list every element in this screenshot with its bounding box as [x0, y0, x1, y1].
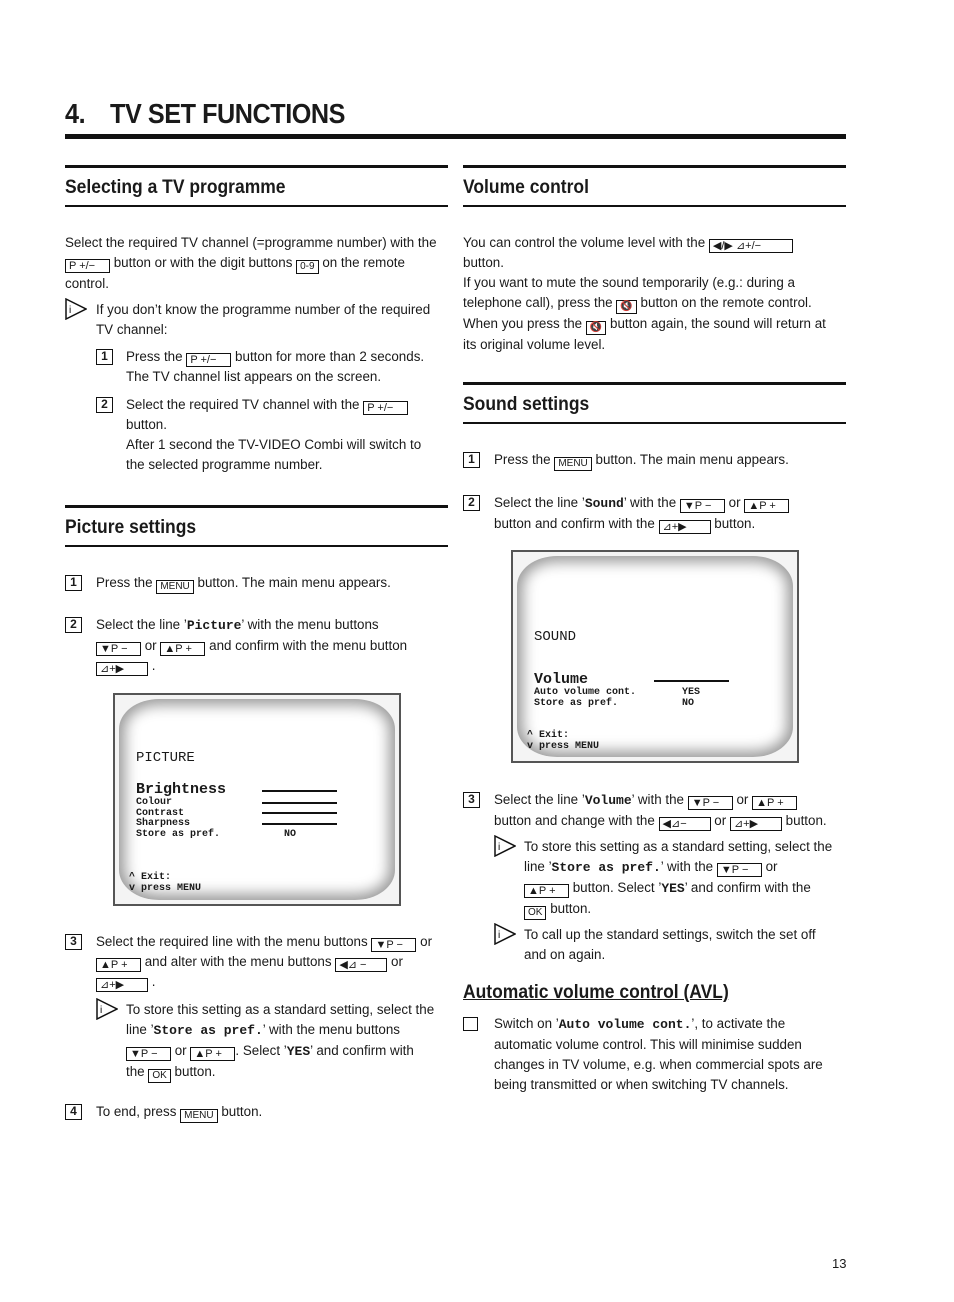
screen-line: Store as pref.	[136, 829, 221, 840]
p-minus-key: ▼P −	[126, 1047, 171, 1061]
text-fragment: To end, press	[96, 1104, 177, 1119]
text-fragment: Select the line ’	[96, 617, 187, 632]
text-fragment: or	[174, 1043, 187, 1058]
p-minus-key: ▼P −	[371, 938, 416, 952]
screen-exit: v press MENU	[527, 741, 600, 752]
text-fragment: .	[151, 974, 156, 989]
picture-step4	[96, 1102, 448, 1123]
ok-key: OK	[148, 1069, 170, 1083]
digit-key: 0-9	[296, 260, 318, 274]
screen-line: Auto volume cont.	[534, 687, 637, 698]
text-fragment: ’ and confirm with	[310, 1043, 414, 1058]
menu-key: MENU	[180, 1109, 217, 1123]
text-fragment: Switch on ’	[494, 1016, 559, 1031]
screen-line: Contrast	[136, 808, 185, 819]
selecting-step1	[126, 347, 448, 387]
level-bar	[262, 812, 337, 814]
picture-step2	[96, 615, 448, 676]
screen-exit: v press MENU	[129, 883, 202, 894]
info-icon	[494, 923, 516, 945]
text-line: button.	[463, 255, 504, 270]
yes-code: YES	[286, 1044, 311, 1059]
text-fragment: or	[765, 859, 778, 874]
text-line: Select the required TV channel (=programme number) with the	[65, 235, 437, 250]
text-fragment: or	[144, 638, 157, 653]
screen-selected-line: Volume	[534, 671, 589, 688]
text-fragment: ’ with the	[623, 495, 677, 510]
level-bar	[262, 823, 337, 825]
text-fragment: telephone call), press the	[463, 295, 613, 310]
text-fragment: You can control the volume level with the	[463, 235, 706, 250]
level-bar	[262, 802, 337, 804]
text-line: button.	[126, 417, 167, 432]
p-minus-key: ▼P −	[680, 499, 725, 513]
menu-key: MENU	[156, 580, 193, 594]
vol-plus-key: ⊿+▶	[659, 520, 711, 534]
p-plus-key: ▲P +	[752, 796, 797, 810]
tv-screen-sound	[511, 550, 799, 763]
text-fragment: or	[714, 813, 727, 828]
avl-body	[494, 1014, 846, 1095]
volume-body	[463, 233, 846, 355]
screen-value: NO	[682, 698, 695, 709]
p-plus-minus-key: P +/−	[363, 401, 408, 415]
info-icon	[494, 835, 516, 857]
picture-info	[126, 1000, 448, 1083]
level-bar	[262, 790, 337, 792]
menu-line-code: Auto volume cont.	[558, 1017, 692, 1032]
text-fragment: .	[151, 658, 156, 673]
p-minus-key: ▼P −	[688, 796, 733, 810]
step-number-box: 1	[463, 452, 480, 468]
text-fragment: ’ with the menu buttons	[241, 617, 379, 632]
p-plus-minus-key: P +/−	[186, 353, 231, 367]
picture-step1	[96, 573, 448, 594]
text-fragment: button.	[550, 901, 592, 916]
vol-minus-key: ◀⊿−	[659, 817, 711, 831]
heading-text: Sound settings	[463, 394, 590, 415]
text-fragment: line ’	[126, 1022, 154, 1037]
sound-step3	[494, 790, 846, 831]
text-line: To store this setting as a standard setting, select the	[126, 1002, 435, 1017]
text-fragment: Press the	[96, 575, 153, 590]
selecting-intro	[65, 233, 448, 294]
svg-text:i: i	[498, 930, 501, 941]
text-line: If you want to mute the sound temporarily (e.g.: during a	[463, 275, 795, 290]
screen-value: YES	[682, 687, 701, 698]
text-fragment: ’ with the	[631, 792, 684, 807]
p-plus-key: ▲P +	[160, 642, 205, 656]
p-plus-key: ▲P +	[190, 1047, 235, 1061]
avl-heading: Automatic volume control (AVL)	[463, 982, 729, 1003]
text-fragment: ’, to activate the	[691, 1016, 786, 1031]
menu-line-code: Store as pref.	[153, 1023, 263, 1038]
step-number-box: 2	[463, 495, 480, 511]
text-fragment: ’ with the menu buttons	[262, 1022, 400, 1037]
screen-menu-title: SOUND	[534, 629, 577, 645]
vol-plus-key: ⊿+▶	[730, 817, 782, 831]
text-fragment: button for more than 2 seconds.	[235, 349, 425, 364]
menu-line-code: Sound	[584, 496, 624, 511]
sound-step2	[494, 493, 846, 534]
chapter-title: TV SET FUNCTIONS	[110, 98, 346, 129]
section-heading-selecting	[65, 165, 448, 207]
text-fragment: button.	[785, 813, 827, 828]
section-heading-sound	[463, 382, 846, 424]
text-fragment: button on the remote control.	[640, 295, 812, 310]
svg-text:i: i	[498, 842, 501, 853]
text-line: To call up the standard settings, switch the set off	[524, 927, 816, 942]
text-fragment: Select the line ’	[494, 495, 585, 510]
text-line: If you don’t know the programme number of the required	[96, 302, 431, 317]
text-fragment: When you press the	[463, 316, 583, 331]
text-fragment: button and change with the	[494, 813, 655, 828]
ok-key: OK	[524, 906, 546, 920]
right-column	[463, 0, 846, 1302]
text-fragment: ’ and confirm with the	[684, 880, 811, 895]
step-number-box: 2	[65, 617, 82, 633]
step-number-box: 4	[65, 1104, 82, 1120]
screen-value: NO	[284, 829, 297, 840]
heading-text: Picture settings	[65, 517, 197, 538]
text-fragment: button. The main menu appears.	[595, 452, 789, 467]
text-fragment: Select the line ’	[494, 792, 585, 807]
vol-plus-key: ⊿+▶	[96, 978, 148, 992]
text-line: After 1 second the TV-VIDEO Combi will switch to	[126, 437, 422, 452]
sound-info1	[524, 837, 846, 920]
svg-text:i: i	[100, 1005, 103, 1016]
p-plus-minus-key: P +/−	[65, 259, 110, 273]
text-fragment: ’ with the	[660, 859, 714, 874]
text-line: changes in TV volume, e.g. when commercial spots are	[494, 1057, 823, 1072]
text-fragment: or	[420, 934, 433, 949]
left-column	[65, 0, 448, 1302]
text-fragment: button again, the sound will return at	[610, 316, 826, 331]
selecting-info	[96, 300, 448, 340]
text-line: being transmitted or when switching TV channels.	[494, 1077, 789, 1092]
text-fragment: button. The main menu appears.	[197, 575, 391, 590]
text-fragment: Press the	[126, 349, 183, 364]
step-number-box: 3	[463, 792, 480, 808]
screen-exit: ^ Exit:	[527, 730, 570, 741]
text-line: control.	[65, 276, 109, 291]
section-heading-picture	[65, 505, 448, 547]
p-plus-key: ▲P +	[96, 958, 141, 972]
menu-key: MENU	[554, 457, 591, 471]
menu-line-code: Volume	[584, 793, 632, 808]
mute-key: 🔇	[616, 300, 636, 314]
p-minus-key: ▼P −	[96, 642, 141, 656]
text-fragment: or	[391, 954, 403, 969]
text-fragment: button or with the digit buttons	[113, 255, 293, 270]
text-fragment: line ’	[524, 859, 552, 874]
vol-plus-key: ⊿+▶	[96, 662, 148, 676]
text-fragment: or	[736, 792, 749, 807]
step-number-box: 3	[65, 934, 82, 950]
step-number-box: 1	[65, 575, 82, 591]
text-line: TV channel:	[96, 322, 168, 337]
text-line: its original volume level.	[463, 337, 606, 352]
checkbox-icon	[463, 1017, 478, 1031]
text-fragment: or	[728, 495, 741, 510]
p-plus-key: ▲P +	[524, 884, 569, 898]
picture-step3	[96, 932, 448, 992]
text-fragment: Press the	[494, 452, 551, 467]
screen-line: Colour	[136, 797, 173, 808]
selecting-step2	[126, 395, 448, 475]
screen-line: Store as pref.	[534, 698, 619, 709]
text-line: the selected programme number.	[126, 457, 323, 472]
screen-selected-line: Brightness	[136, 781, 227, 798]
menu-line-code: Picture	[186, 618, 242, 633]
screen-menu-title: PICTURE	[136, 750, 195, 766]
text-fragment: button. Select ’	[572, 880, 662, 895]
text-fragment: on the remote	[322, 255, 405, 270]
mute-key: 🔇	[586, 321, 606, 335]
text-fragment: button and confirm with the	[494, 516, 655, 531]
section-heading-volume	[463, 165, 846, 207]
text-line: automatic volume control. This will minimise sudden	[494, 1037, 802, 1052]
text-line: and on again.	[524, 947, 606, 962]
info-icon	[96, 998, 118, 1020]
text-fragment: the	[126, 1064, 145, 1079]
step-number-box: 2	[96, 397, 113, 413]
p-minus-key: ▼P −	[717, 863, 762, 877]
vol-minus-key: ◀⊿ −	[335, 958, 387, 972]
text-fragment: button.	[221, 1104, 263, 1119]
level-bar	[654, 680, 729, 682]
screen-line: Sharpness	[136, 818, 191, 829]
text-fragment: Select the required TV channel with the	[126, 397, 360, 412]
screen-exit: ^ Exit:	[129, 872, 172, 883]
yes-code: YES	[661, 881, 685, 896]
text-fragment: . Select ’	[235, 1043, 287, 1058]
tv-screen-picture	[113, 693, 401, 906]
page-number: 13	[832, 1256, 847, 1271]
text-fragment: Select the required line with the menu buttons	[96, 934, 368, 949]
svg-text:i: i	[69, 305, 72, 316]
text-fragment: and alter with the menu buttons	[144, 954, 332, 969]
p-plus-key: ▲P +	[744, 499, 789, 513]
text-fragment: button.	[174, 1064, 216, 1079]
heading-text: Selecting a TV programme	[65, 177, 286, 198]
heading-text: Volume control	[463, 177, 589, 198]
volume-toggle-key: ◀/▶ ⊿+/−	[709, 239, 793, 253]
text-fragment: and confirm with the menu button	[209, 638, 408, 653]
info-icon	[65, 298, 87, 320]
text-line: The TV channel list appears on the screen.	[126, 369, 382, 384]
chapter-number: 4.	[65, 98, 86, 129]
menu-line-code: Store as pref.	[551, 860, 661, 875]
text-line: To store this setting as a standard setting, select the	[524, 839, 833, 854]
sound-step1	[494, 450, 846, 471]
step-number-box: 1	[96, 349, 113, 365]
sound-info2	[524, 925, 846, 965]
text-fragment: button.	[714, 516, 756, 531]
